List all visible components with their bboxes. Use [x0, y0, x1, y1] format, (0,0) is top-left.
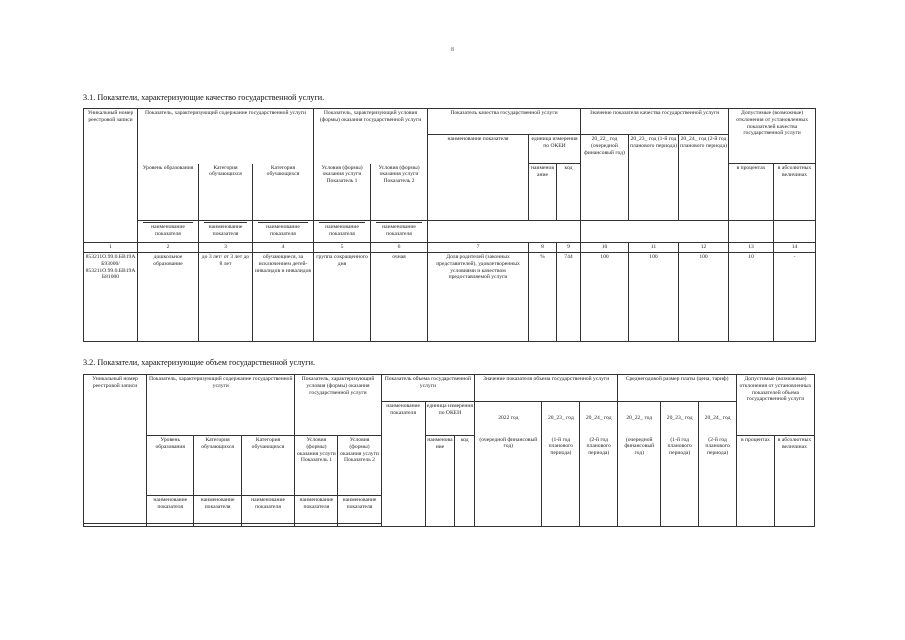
v-header-absolute: в абсолютных величинах [774, 436, 814, 527]
col-num: 3 [199, 243, 253, 253]
cell-category: обучающиеся, за исключением детей-инвалидов и инвалидов [253, 253, 314, 342]
header-unit: единица измерения по ОКЕИ [529, 135, 581, 164]
v-header-unit-name: наименование [425, 436, 454, 527]
section-3-2-title: 3.2. Показатели, характеризующие объем государственной услуги. [83, 358, 316, 367]
v-header-category-1: Категория обучающихся [194, 436, 241, 496]
v-header-y2022-sub: (очередной финансовый год) [475, 436, 542, 527]
ind-name-5: наименование показателя [371, 221, 428, 243]
header-content: Показатель, характеризующий содержание государственной услуги [138, 109, 314, 135]
cell-age: до 3 лет/ от 3 лет до 8 лет [199, 253, 253, 342]
v-header-volume: Показатель объема государственной услуги [381, 375, 475, 402]
v-ind-name-4: наименование показателя [295, 496, 338, 524]
v-bottom-spacer [295, 524, 338, 527]
v-header-p2022-sub: (очередной финансовый год) [618, 436, 661, 527]
col-num: 6 [371, 243, 428, 253]
v-header-content: Показатель, характеризующий содержание государственной услуги [147, 375, 295, 436]
v-ind-name-2: наименование показателя [194, 496, 241, 524]
cell-form: очная [371, 253, 428, 342]
header-category-2: Категория обучающихся [253, 164, 314, 221]
page-number: 8 [451, 47, 454, 53]
v-header-unit: единица измерения по ОКЕИ [425, 402, 474, 436]
header-category-1: Категория обучающихся [199, 164, 253, 221]
v-bottom-spacer [84, 524, 147, 527]
v-header-unit-code: код [455, 436, 475, 527]
ind-name-3: наименование показателя [253, 221, 314, 243]
header-value: Значение показателя качества государственной услуги [581, 109, 729, 135]
col-num: 1 [84, 243, 138, 253]
volume-indicators-table [83, 374, 815, 527]
ind-name-2: наименование показателя [199, 221, 253, 243]
cell-value-3: 100 [679, 253, 729, 342]
ind-name-spacer-a [428, 221, 581, 243]
ind-name-spacer-c [729, 221, 774, 243]
section-3-1-title: 3.1. Показатели, характеризующие качество государственной услуги. [83, 93, 325, 102]
v-ind-name-5: наименование показателя [338, 496, 381, 524]
v-header-registry: Уникальный номер реестровой записи [84, 375, 147, 496]
quality-indicators-table [83, 108, 816, 342]
header-unit-name: наименование [529, 164, 557, 221]
v-header-y2023-sub: (1-й год планового периода) [542, 436, 580, 527]
cell-registry: 853211О.99.0.БВ19АБ93000/ 853211О.99.0.БВ19АБ81000 [84, 253, 138, 342]
v-header-condition-2: Условия (формы) оказания услуги Показатель 2 [338, 436, 381, 496]
header-condition-2: Условия (формы) оказания услуги Показатель 2 [371, 164, 428, 221]
v-header-p2023: 20_23_ год [661, 402, 699, 436]
v-header-p2022: 20_22_ год [618, 402, 661, 436]
header-conditions: Показатель, характеризующий условия (формы) оказания государственной услуги [314, 109, 428, 135]
col-num: 9 [557, 243, 581, 253]
cell-level: дошкольное образование [138, 253, 199, 342]
cell-code: 744 [557, 253, 581, 342]
v-bottom-spacer [194, 524, 241, 527]
v-header-conditions: Показатель, характеризующий условия (формы) оказания государственной услуги [295, 375, 381, 436]
v-header-y2024-sub: (2-й год планового периода) [580, 436, 618, 527]
cell-value-1: 100 [581, 253, 629, 342]
v-header-condition-1: Условия (формы) оказания услуги Показатель 1 [295, 436, 338, 496]
header-unit-code: код [557, 164, 581, 221]
v-ind-name-3: наименование показателя [241, 496, 295, 524]
cell-deviation-absolute: - [774, 253, 816, 342]
v-header-y2022: 2022 год [475, 402, 542, 436]
col-num: 12 [679, 243, 729, 253]
cell-deviation-percent: 10 [729, 253, 774, 342]
v-bottom-spacer [338, 524, 381, 527]
header-year-2: 20_23_ год (1-й год планового периода) [629, 135, 679, 221]
ind-name-1: наименование показателя [138, 221, 199, 243]
col-num: 2 [138, 243, 199, 253]
v-bottom-spacer [241, 524, 295, 527]
column-number-row [84, 243, 816, 253]
v-header-volume-name: наименование показателя [381, 402, 425, 527]
v-header-deviation: Допустимые (возможные) отклонения от установленных показателей объема государственной услуги [737, 375, 815, 436]
v-ind-name-1: наименование показателя [147, 496, 194, 524]
ind-name-spacer-d [774, 221, 816, 243]
col-num: 11 [629, 243, 679, 253]
v-header-category-2: Категория обучающихся [241, 436, 295, 496]
col-num: 10 [581, 243, 629, 253]
header-indicator-name: наименование показателя [428, 135, 529, 221]
header-conditions-spacer [314, 135, 428, 164]
header-registry: Уникальный номер реестровой записи [84, 109, 138, 243]
v-header-p2024-sub: (2-й год планового периода) [699, 436, 737, 527]
col-num: 4 [253, 243, 314, 253]
v-ind-registry-spacer [84, 496, 147, 524]
v-header-value: Значение показателя объема государственной услуги [475, 375, 618, 402]
col-num: 13 [729, 243, 774, 253]
col-num: 5 [314, 243, 371, 253]
v-header-percent: в процентах [737, 436, 775, 527]
v-header-price: Среднегодовой размер платы (цена, тариф) [618, 375, 737, 402]
cell-group: группа сокращенного дня [314, 253, 371, 342]
header-level: Уровень образования [138, 164, 199, 221]
header-year-1: 20_22_ год (очередной финансовый год) [581, 135, 629, 221]
v-header-y2024: 20_24_ год [580, 402, 618, 436]
cell-value-2: 100 [629, 253, 679, 342]
v-header-y2023: 20_23_ год [542, 402, 580, 436]
v-header-level: Уровень образования [147, 436, 194, 496]
v-header-p2023-sub: (1-й год планового периода) [661, 436, 699, 527]
table-row [84, 253, 816, 342]
header-quality: Показатель качества государственной услуги [428, 109, 581, 135]
header-year-3: 20_24_ год (2-й год планового периода) [679, 135, 729, 221]
cell-unit: % [529, 253, 557, 342]
col-num: 7 [428, 243, 529, 253]
col-num: 14 [774, 243, 816, 253]
col-num: 8 [529, 243, 557, 253]
ind-name-4: наименование показателя [314, 221, 371, 243]
cell-indicator: Доля родителей (законных представителей), удовлетворенных условиями и качеством предоставляемой услуги [428, 253, 529, 342]
header-content-spacer [138, 135, 314, 164]
header-deviation: Допустимые (возможные) отклонения от установленных показателей качества государственной услуги [729, 109, 816, 164]
ind-name-spacer-b [581, 221, 729, 243]
header-absolute: в абсолютных величинах [774, 164, 816, 221]
header-percent: в процентах [729, 164, 774, 221]
v-bottom-spacer [147, 524, 194, 527]
v-header-p2024: 20_24_ год [699, 402, 737, 436]
header-condition-1: Условия (формы) оказания услуги Показатель 1 [314, 164, 371, 221]
